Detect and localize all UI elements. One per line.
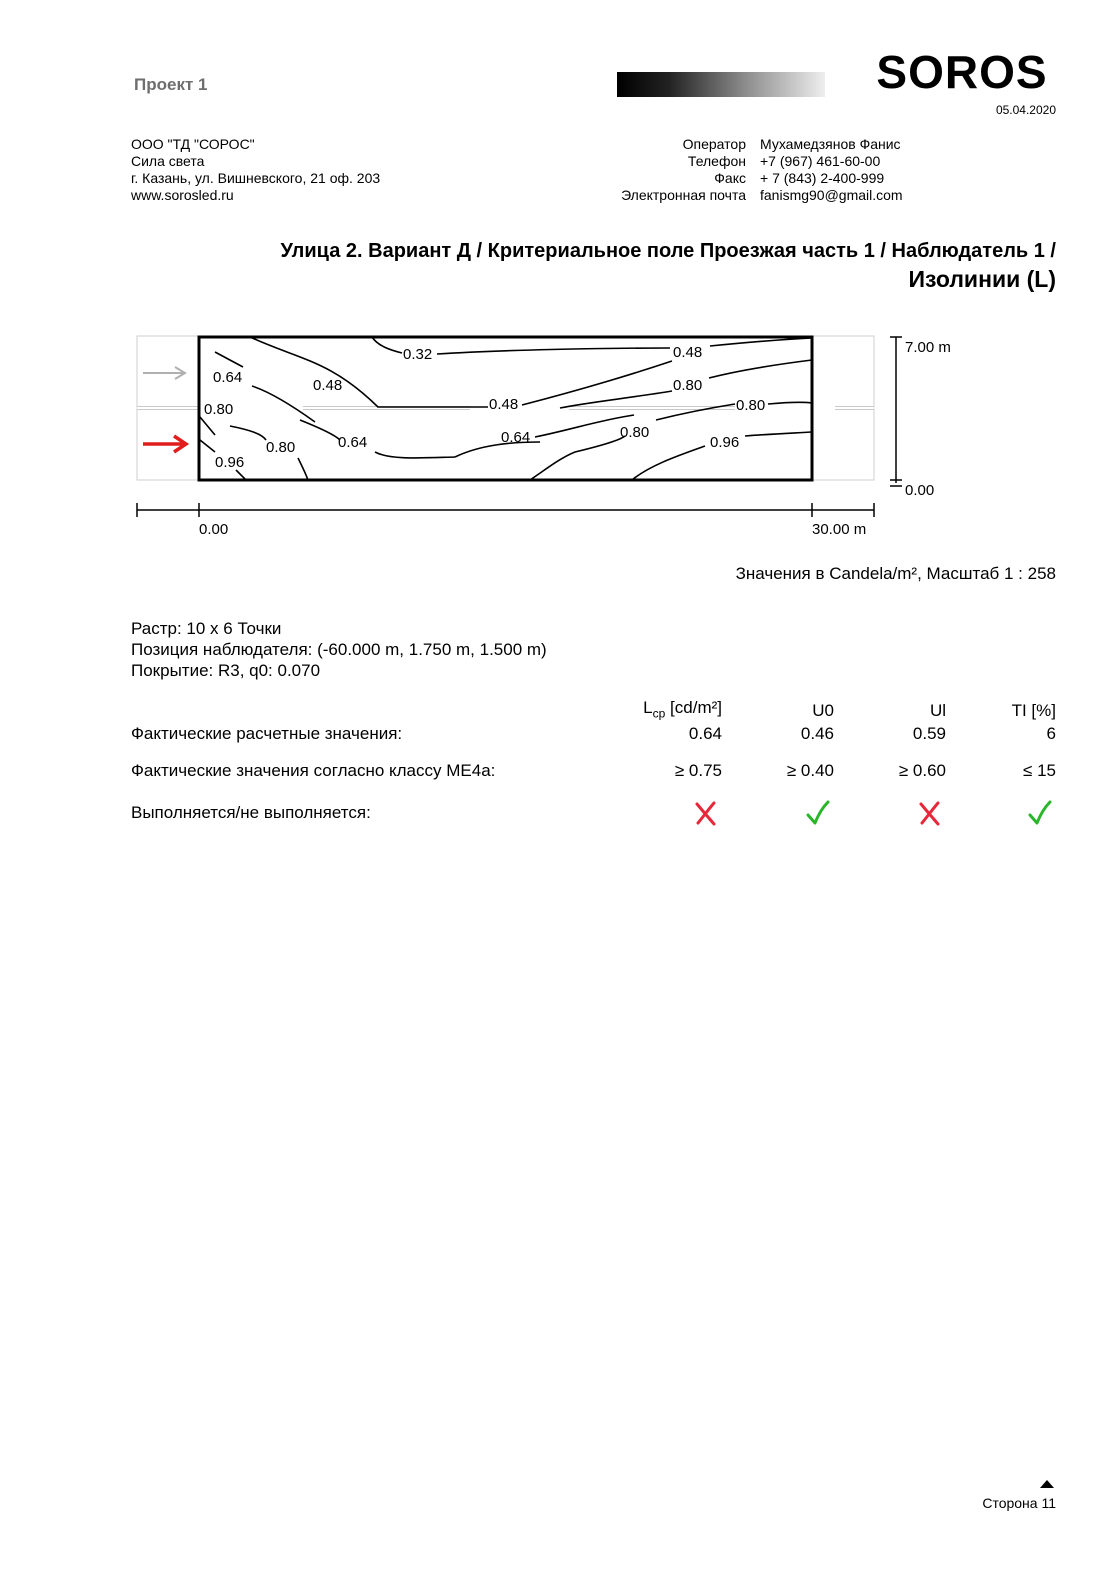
contour-line (530, 436, 625, 480)
class-u0: ≥ 0.40 (786, 761, 834, 780)
soros-logo (867, 46, 1057, 98)
contact-labels (560, 136, 746, 204)
secondary-arrow-icon (143, 367, 185, 379)
contour-label: 0.48 (489, 396, 519, 413)
contour-label: 0.64 (338, 434, 368, 451)
contour-line (768, 402, 812, 404)
page-title: Улица 2. Вариант Д / Критериальное поле Проезжая часть 1 / Наблюдатель 1 / (280, 240, 1056, 262)
observer-arrow-icon (143, 436, 186, 452)
y-axis-top-label: 7.00 m (905, 339, 951, 356)
calc-lcp: 0.64 (688, 724, 722, 743)
contour-label: 0.80 (266, 439, 296, 456)
contour-line (252, 386, 315, 422)
header-lcp (560, 698, 722, 720)
contour-label: 0.80 (204, 401, 234, 418)
contour-line (375, 452, 455, 458)
x-axis-start-label: 0.00 (199, 521, 229, 538)
pass-check-icon (804, 799, 832, 827)
header-lcp-unit: [cd/m²] (665, 698, 722, 717)
x-axis-end-label: 30.00 m (812, 521, 867, 538)
contour-line (215, 352, 243, 367)
header-lcp-sub: cp (652, 706, 666, 721)
email-value: fanismg90@gmail.com (760, 187, 903, 203)
isoline-plot (0, 320, 1116, 550)
class-lcp: ≥ 0.75 (674, 761, 722, 780)
observer-position: Позиция наблюдателя: (-60.000 m, 1.750 m, 1.500 m) (131, 640, 547, 659)
header-ul: Ul (929, 701, 946, 720)
logo-text: SOROS (876, 46, 1048, 98)
contour-line (710, 338, 812, 346)
page-number: Сторона 11 (982, 1495, 1056, 1511)
y-axis-bottom-label: 0.00 (905, 482, 935, 499)
surface-info: Покрытие: R3, q0: 0.070 (131, 661, 321, 680)
contour-line (560, 391, 672, 408)
project-name: Проект 1 (134, 75, 208, 94)
report-date: 05.04.2020 (995, 103, 1056, 117)
contour-label: 0.64 (501, 429, 531, 446)
raster-info: Растр: 10 x 6 Точки (131, 619, 282, 638)
y-axis (890, 337, 902, 486)
header-u0: U0 (812, 701, 834, 720)
email-label: Электронная почта (621, 187, 746, 203)
contour-label: 0.96 (215, 454, 245, 471)
header-ti: TI [%] (1011, 701, 1056, 720)
class-ti: ≤ 15 (1023, 761, 1056, 780)
contour-line (437, 348, 670, 354)
contour-label: 0.96 (710, 434, 740, 451)
calc-ti: 6 (1046, 724, 1056, 743)
contour-label: 0.48 (313, 377, 343, 394)
contour-label: 0.80 (673, 377, 703, 394)
contour-line (200, 417, 215, 435)
contour-line (200, 440, 215, 452)
calculation-parameters (131, 618, 547, 681)
contour-label: 0.80 (736, 397, 766, 414)
page-up-icon (1040, 1480, 1054, 1488)
contour-line (632, 446, 705, 480)
calc-ul: 0.59 (912, 724, 946, 743)
contour-label: 0.32 (403, 346, 433, 363)
units-scale-note: Значения в Candela/m², Масштаб 1 : 258 (735, 564, 1056, 583)
row-calc-label: Фактические расчетные значения: (131, 724, 403, 743)
operator-value: Мухамедзянов Фанис (760, 136, 901, 152)
company-website: www.sorosled.ru (131, 187, 234, 203)
contour-label: 0.80 (620, 424, 650, 441)
x-axis (137, 503, 874, 517)
contour-label: 0.48 (673, 344, 703, 361)
fail-x-icon (692, 799, 720, 827)
contour-line (298, 458, 308, 480)
phone-value: +7 (967) 461-60-00 (760, 153, 881, 169)
header-gradient-bar (617, 72, 825, 97)
company-address: г. Казань, ул. Вишневского, 21 оф. 203 (131, 170, 381, 186)
contour-line (300, 420, 340, 440)
contour-line (745, 432, 812, 436)
contour-label: 0.64 (213, 369, 243, 386)
fax-label: Факс (714, 170, 746, 186)
contour-line (709, 360, 812, 378)
company-name: ООО "ТД "СОРОС" (131, 136, 255, 152)
contour-line (250, 337, 488, 407)
contour-line (372, 337, 402, 353)
row-pass-label: Выполняется/не выполняется: (131, 803, 371, 822)
header-lcp-main: L (643, 698, 653, 717)
pass-check-icon (1026, 799, 1054, 827)
phone-label: Телефон (687, 153, 746, 169)
class-ul: ≥ 0.60 (898, 761, 946, 780)
operator-label: Оператор (682, 136, 746, 152)
page-subtitle: Изолинии (L) (908, 266, 1056, 292)
contour-line (522, 361, 672, 405)
company-subtitle: Сила света (131, 153, 205, 169)
calc-u0: 0.46 (800, 724, 834, 743)
contact-values (760, 136, 903, 204)
fail-x-icon (916, 799, 944, 827)
row-class-label: Фактические значения согласно классу ME4a: (131, 761, 496, 780)
company-info (131, 136, 380, 204)
fax-value: + 7 (843) 2-400-999 (760, 170, 885, 186)
contour-line (230, 426, 266, 440)
